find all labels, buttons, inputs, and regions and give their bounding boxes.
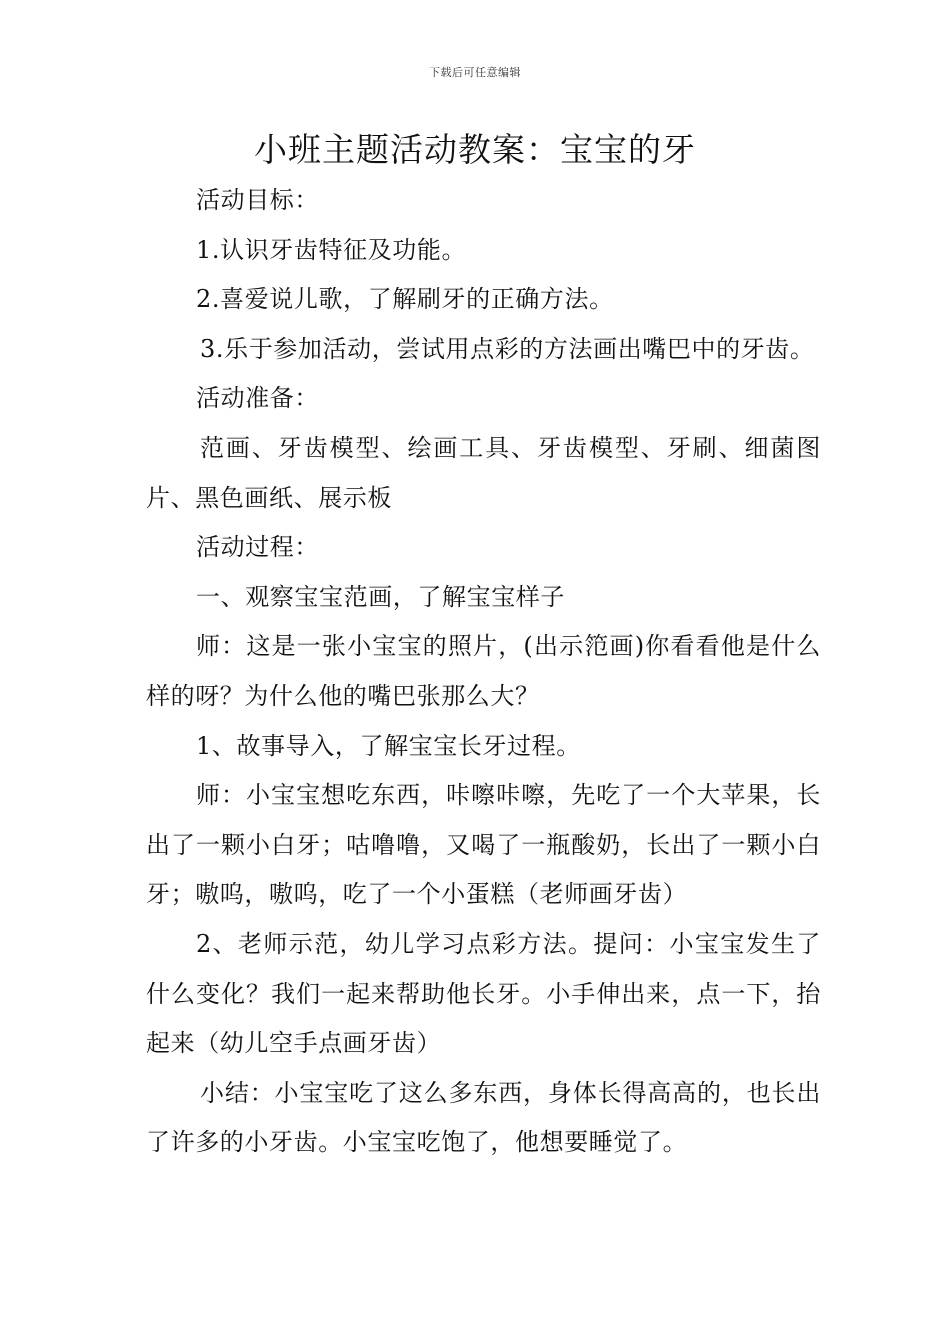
paragraph-step-1: 一、观察宝宝范画，了解宝宝样子 (196, 582, 565, 611)
paragraph-goal-3: 3.乐于参加活动，尝试用点彩的方法画出嘴巴中的牙齿。 (200, 334, 815, 363)
document-body (146, 176, 821, 1168)
paragraph-teacher-2: 师：小宝宝想吃东西，咔嚓咔嚓，先吃了一个大苹果，长出了一颗小白牙；咕噜噜，又喝了一瓶酸奶，长出了一颗小白牙；嗷呜，嗷呜，吃了一个小蛋糕（老师画牙齿） (146, 781, 821, 909)
section-heading-goals: 活动目标： (196, 186, 319, 214)
paragraph-preparation: 范画、牙齿模型、绘画工具、牙齿模型、牙刷、细菌图片、黑色画纸、展示板 (146, 433, 821, 512)
page-title: 小班主题活动教案：宝宝的牙 (254, 130, 696, 169)
paragraph-summary: 小结：小宝宝吃了这么多东西，身体长得高高的，也长出了许多的小牙齿。小宝宝吃饱了，他想要睡觉了。 (146, 1078, 821, 1157)
paragraph-demonstration: 2、老师示范，幼儿学习点彩方法。提问：小宝宝发生了什么变化？我们一起来帮助他长牙。小手伸出来，点一下，抬起来（幼儿空手点画牙齿） (146, 929, 821, 1058)
paragraph-goal-2: 2.喜爱说儿歌，了解刷牙的正确方法。 (196, 285, 614, 314)
header-note: 下载后可任意编辑 (429, 66, 521, 79)
paragraph-story-intro: 1、故事导入，了解宝宝长牙过程。 (196, 731, 581, 760)
section-heading-process: 活动过程： (196, 533, 319, 562)
section-heading-preparation: 活动准备： (196, 384, 319, 413)
paragraph-teacher-1: 师：这是一张小宝宝的照片，(出示笵画)你看看他是什么样的呀？为什么他的嘴巴张那么大？ (146, 632, 821, 710)
paragraph-goal-1: 1.认识牙齿特征及功能。 (196, 235, 467, 264)
